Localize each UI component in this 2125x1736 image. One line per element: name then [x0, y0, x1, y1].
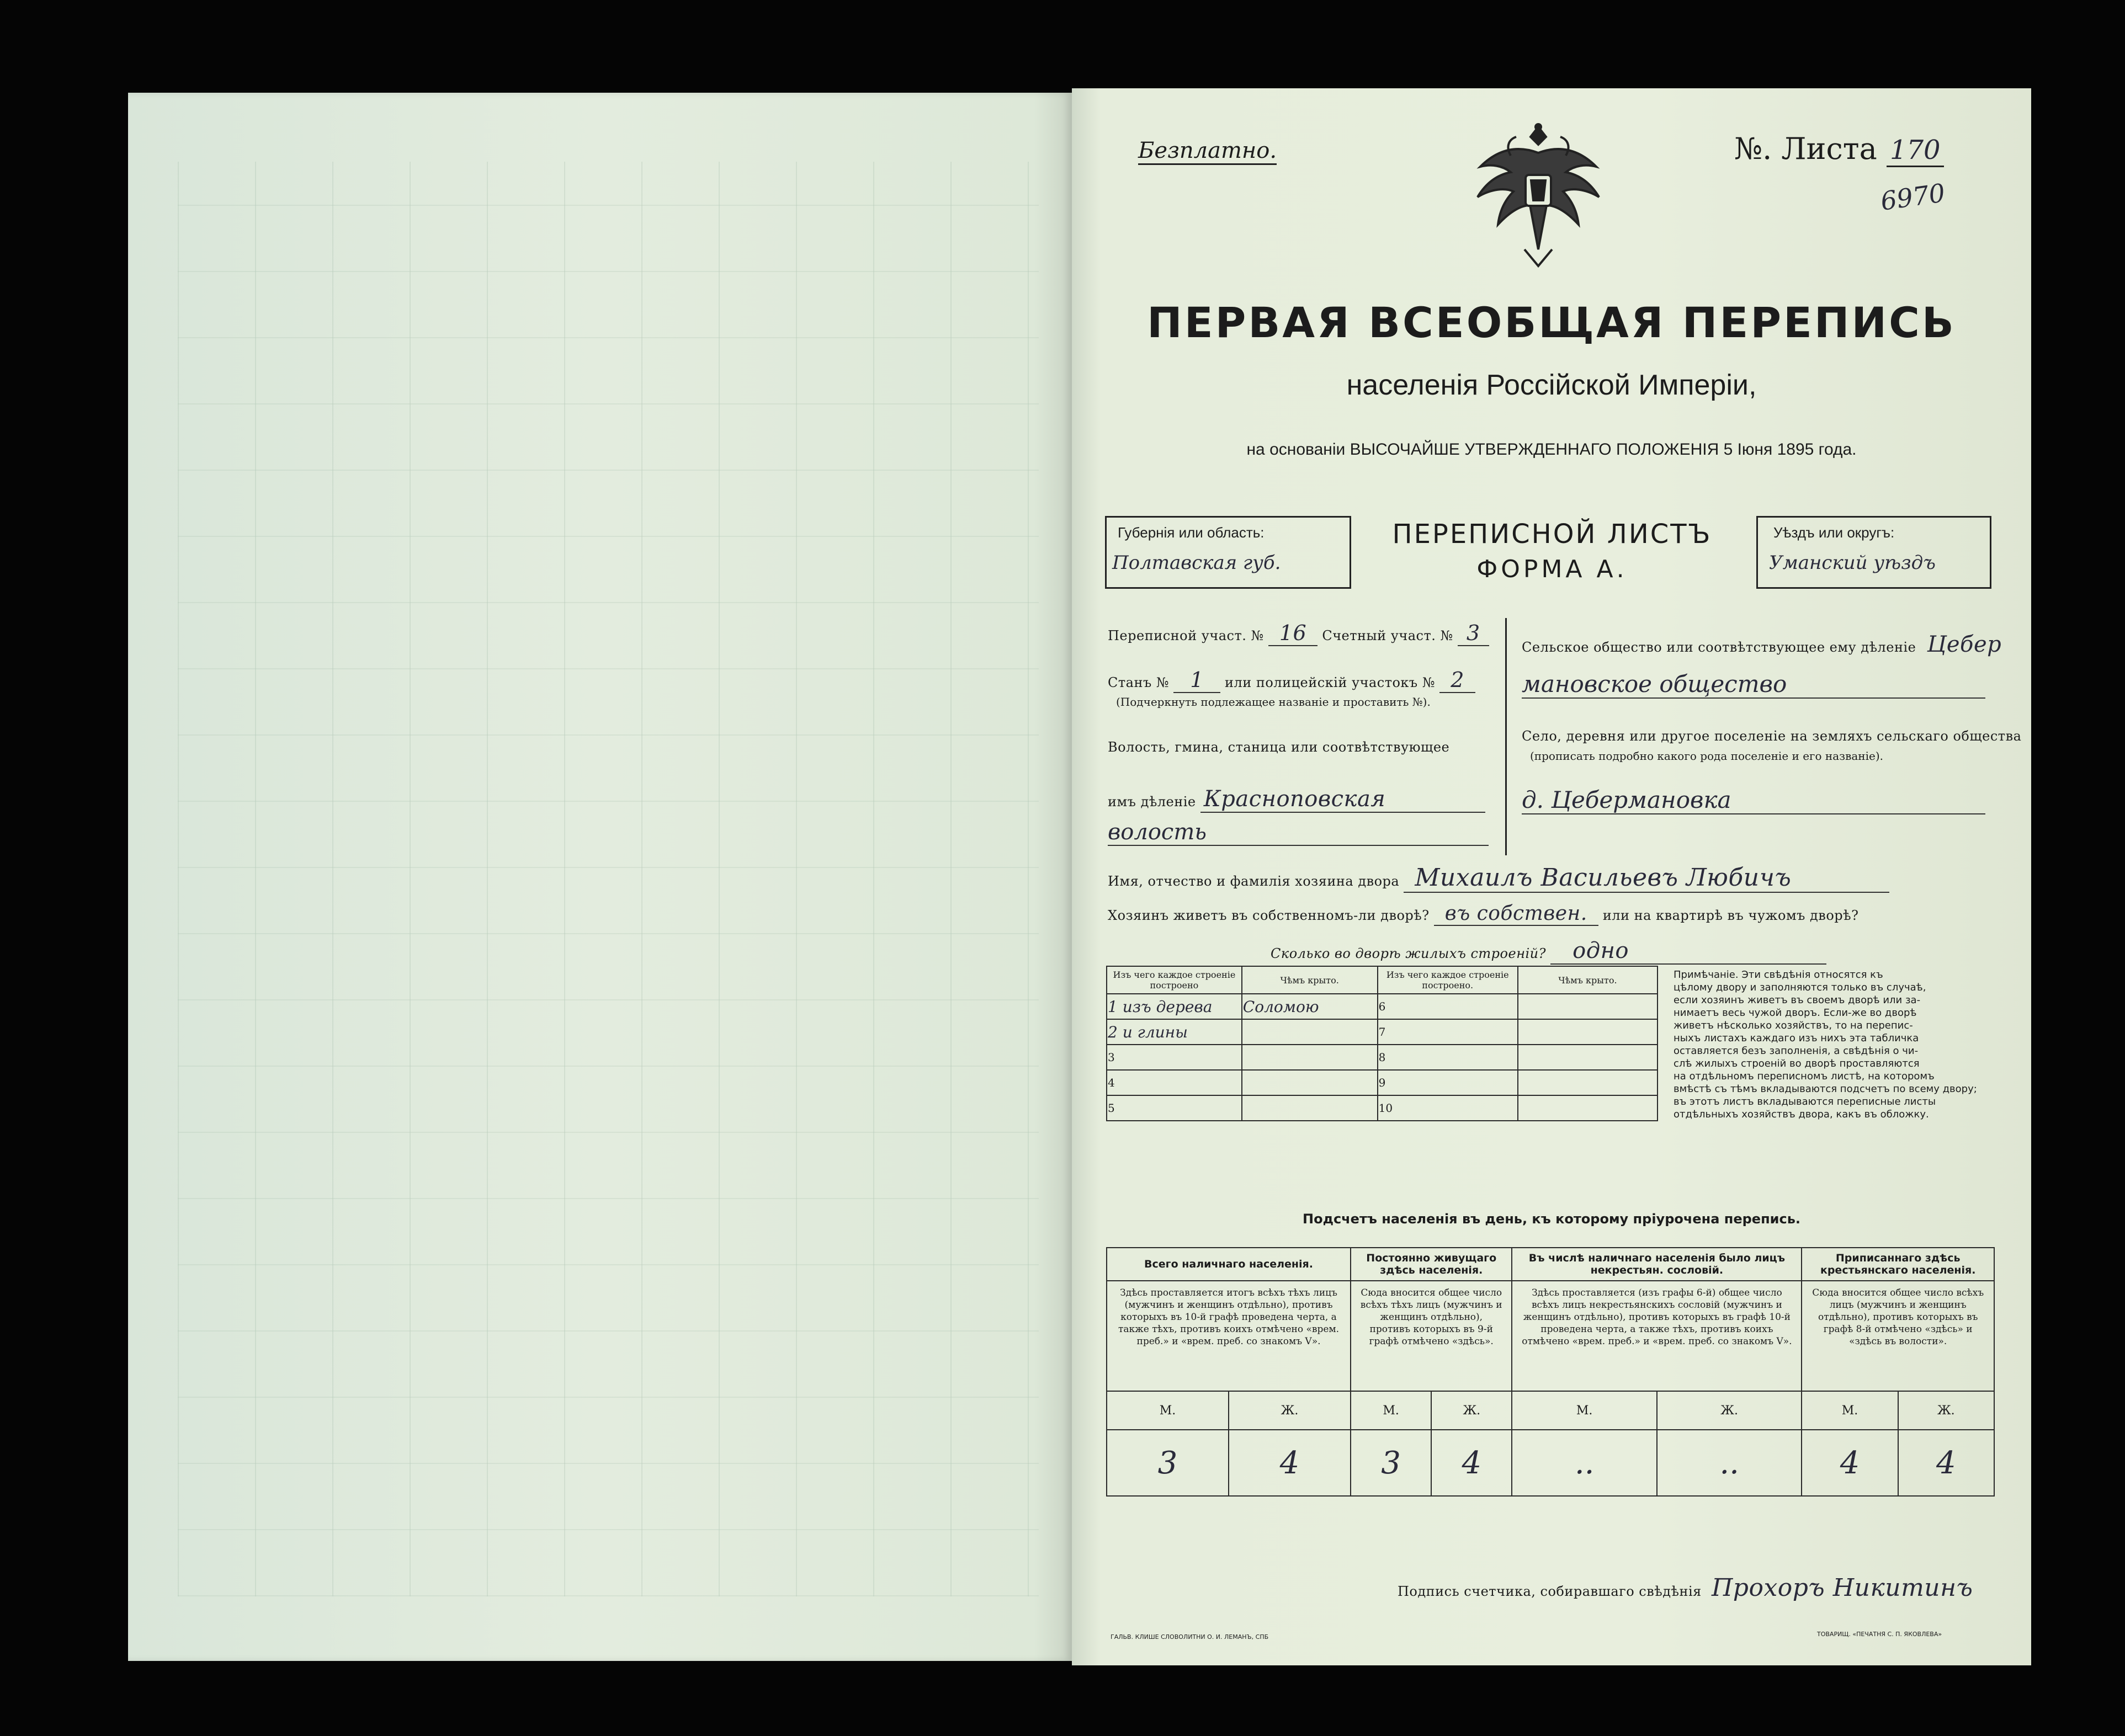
district-value: Уманский уѣздъ [1769, 552, 1936, 574]
village-note: (прописать подробно какого рода поселеніе и его названіе). [1530, 749, 1883, 763]
census-district-value: 16 [1268, 621, 1318, 646]
province-label: Губернія или область: [1118, 524, 1265, 541]
female-label: Ж. [1229, 1391, 1351, 1430]
row-num: 4 [1107, 1070, 1242, 1095]
province-box [1105, 516, 1351, 589]
row-num: 10 [1378, 1095, 1518, 1121]
female-label: Ж. [1898, 1391, 1994, 1430]
form-subtitle: ФОРМА А. [1476, 555, 1628, 583]
buildings-row [1107, 994, 1658, 1019]
row-num: 7 [1378, 1019, 1518, 1045]
district-label: Уѣздъ или округъ: [1773, 524, 1895, 541]
police-label: или полицейскій участокъ № [1225, 675, 1436, 690]
district-box [1756, 516, 1991, 589]
female-label: Ж. [1431, 1391, 1512, 1430]
row-num: 9 [1378, 1070, 1518, 1095]
population-col-desc: Здѣсь проставляется (изъ графы 6-й) общее число всѣхъ лицъ некрестьянскихъ сословій (мужчинъ и женщинъ отдѣльно), противъ которыхъ въ графѣ 10-й проведена черта, а также тѣхъ, противъ коихъ отмѣчено «врем. преб.» и «врем. преб. со знакомъ V». [1512, 1281, 1802, 1391]
census-district-label: Переписной участ. № [1108, 628, 1264, 643]
building-material: изъ дерева [1122, 997, 1213, 1016]
village-label: Село, деревня или другое поселеніе на земляхъ сельскаго общества [1522, 728, 2022, 744]
population-table [1106, 1247, 1995, 1497]
note-line: ныхъ листахъ каждаго изъ нихъ эта табличка [1674, 1032, 1919, 1044]
population-col-header: Въ числѣ наличнаго населенія было лицъ некрестьян. сословій. [1512, 1248, 1802, 1281]
buildings-row [1107, 1095, 1658, 1121]
buildings-col3-header: Изъ чего каждое строеніе построено. [1378, 966, 1518, 994]
imperial-eagle-emblem [1458, 123, 1618, 271]
male-count: 3 [1351, 1430, 1431, 1496]
male-label: М. [1107, 1391, 1229, 1430]
population-col-header: Постоянно живущаго здѣсь населенія. [1351, 1248, 1512, 1281]
basis-line: на основаніи ВЫСОЧАЙШЕ УТВЕРЖДЕННАГО ПОЛОЖЕНІЯ 5 Іюня 1895 года. [1246, 440, 1857, 459]
male-count: 3 [1107, 1430, 1229, 1496]
owner-label: Имя, отчество и фамилія хозяина двора [1108, 874, 1400, 889]
building-roof [1518, 994, 1658, 1019]
census-district-field [1108, 621, 1489, 645]
society-field [1522, 632, 2001, 657]
note-line: отдѣльныхъ хозяйствъ двора, какъ въ обложку. [1674, 1109, 1929, 1120]
buildings-col4-header: Чѣмъ крыто. [1518, 966, 1658, 994]
volost-field [1108, 786, 1485, 813]
buildings-count-label: Сколько во дворѣ жилыхъ строеній? [1271, 946, 1546, 961]
volost-value2: волость [1108, 819, 1489, 846]
male-label: М. [1351, 1391, 1431, 1430]
counting-district-label: Счетный участ. № [1322, 628, 1453, 643]
row-num: 2 [1108, 1023, 1118, 1041]
population-col-desc: Сюда вносится общее число всѣхъ лицъ (мужчинъ и женщинъ отдѣльно), противъ которыхъ въ графѣ 8-й отмѣчено «здѣсь» и «здѣсь въ волости». [1802, 1281, 1994, 1391]
bleed-through-grid [178, 162, 1039, 1596]
population-values-row [1107, 1430, 1994, 1496]
building-roof [1518, 1019, 1658, 1045]
buildings-count-value: одно [1550, 938, 1826, 965]
form-title-block [1381, 519, 1723, 583]
signature-label: Подпись счетчика, собиравшаго свѣдѣнія [1398, 1584, 1702, 1599]
sheet-number-block [1734, 131, 1944, 166]
building-roof [1518, 1095, 1658, 1121]
population-col-header: Приписаннаго здѣсь крестьянскаго населенія. [1802, 1248, 1994, 1281]
note-line: если хозяинъ живетъ въ своемъ дворѣ или за- [1674, 994, 1921, 1006]
free-label: Безплатно. [1138, 138, 1277, 165]
footer-left: ГАЛЬВ. КЛИШЕ СЛОВОЛИТНИ О. И. ЛЕМАНЪ, СПБ [1111, 1633, 1269, 1641]
village-value: д. Цебермановка [1522, 786, 1985, 814]
row-num: 8 [1378, 1045, 1518, 1070]
buildings-row [1107, 1070, 1658, 1095]
building-roof [1518, 1045, 1658, 1070]
population-col-header: Всего наличнаго населенія. [1107, 1248, 1351, 1281]
population-desc-row [1107, 1281, 1994, 1391]
volost-label2: имъ дѣленіе [1108, 794, 1196, 810]
stan-label: Станъ № [1108, 675, 1170, 690]
owner-lives-label: Хозяинъ живетъ въ собственномъ-ли дворѣ? [1108, 908, 1430, 923]
male-count: .. [1512, 1430, 1656, 1496]
province-value: Полтавская губ. [1112, 552, 1281, 574]
sheet-number-value: 170 [1887, 135, 1944, 167]
row-num: 1 [1108, 997, 1118, 1016]
form-title: ПЕРЕПИСНОЙ ЛИСТЪ [1392, 519, 1712, 550]
note-line: слѣ жилыхъ строеній во дворѣ проставляются [1674, 1058, 1920, 1069]
society-value: Цебер [1927, 632, 2002, 657]
sheet-label: №. Листа [1734, 131, 1877, 166]
signature-field [1398, 1574, 1973, 1602]
building-roof: Соломою [1242, 994, 1378, 1019]
main-title: ПЕРВАЯ ВСЕОБЩАЯ ПЕРЕПИСЬ [1147, 298, 1956, 347]
population-header-row [1107, 1248, 1994, 1281]
police-value: 2 [1439, 668, 1475, 693]
owner-lives-value: въ собствен. [1434, 902, 1598, 926]
row-num: 5 [1107, 1095, 1242, 1121]
left-page-blank [128, 93, 1072, 1661]
subtitle: населенія Россійской Имперіи, [1346, 369, 1757, 401]
female-label: Ж. [1657, 1391, 1802, 1430]
note-line: на отдѣльномъ переписномъ листѣ, на которомъ [1674, 1071, 1935, 1082]
row-num: 3 [1107, 1045, 1242, 1070]
female-count: 4 [1898, 1430, 1994, 1496]
owner-lives-field [1108, 902, 1858, 925]
owner-value: Михаилъ Васильевъ Любичъ [1404, 864, 1889, 893]
building-roof [1242, 1095, 1378, 1121]
volost-label: Волость, гмина, станица или соотвѣтствующее [1108, 739, 1450, 755]
note-line: въ этотъ листъ вкладываются переписные листы [1674, 1096, 1936, 1107]
row-num: 6 [1378, 994, 1518, 1019]
note-line: живетъ нѣсколько хозяйствъ, то на перепис- [1674, 1020, 1913, 1031]
note-line: вмѣстѣ съ тѣмъ вкладываются подсчетъ по всему двору; [1674, 1083, 1977, 1095]
buildings-count-field [1271, 938, 1826, 965]
male-label: М. [1512, 1391, 1656, 1430]
note-line: цѣлому двору и заполняются только въ случаѣ, [1674, 982, 1926, 993]
buildings-table [1106, 966, 1658, 1121]
owner-lives-label2: или на квартирѣ въ чужомъ дворѣ? [1602, 908, 1859, 923]
buildings-col1-header: Изъ чего каждое строеніе построено [1107, 966, 1242, 994]
volost-value: Красноповская [1200, 786, 1485, 813]
archive-number: 6970 [1878, 178, 1947, 216]
note-line: оставляется безъ заполненія, а свѣдѣнія о чи- [1674, 1045, 1919, 1057]
note-line: Примѣчаніе. Эти свѣдѣнія относятся къ [1674, 969, 1883, 981]
signature-value: Прохоръ Никитинъ [1711, 1574, 1973, 1602]
male-label: М. [1802, 1391, 1898, 1430]
female-count: 4 [1229, 1430, 1351, 1496]
building-roof [1242, 1019, 1378, 1045]
owner-field [1108, 864, 1889, 893]
male-count: 4 [1802, 1430, 1898, 1496]
note-line: нимаетъ весь чужой дворъ. Если-же во дворѣ [1674, 1007, 1917, 1019]
building-roof [1242, 1045, 1378, 1070]
population-sex-row [1107, 1391, 1994, 1430]
stan-value: 1 [1173, 668, 1220, 693]
buildings-col2-header: Чѣмъ крыто. [1242, 966, 1378, 994]
stan-field [1108, 668, 1475, 692]
counting-district-value: 3 [1458, 621, 1489, 646]
society-label: Сельское общество или соотвѣтствующее ему дѣленіе [1522, 640, 1916, 655]
field-column-divider [1505, 618, 1507, 855]
female-count: .. [1657, 1430, 1802, 1496]
underline-note: (Подчеркнуть подлежащее названіе и проставить №). [1116, 695, 1431, 709]
society-value2: мановское общество [1522, 670, 1985, 699]
population-title: Подсчетъ населенія въ день, къ которому пріурочена перепись. [1303, 1211, 1800, 1227]
population-col-desc: Здѣсь проставляется итогъ всѣхъ тѣхъ лицъ (мужчинъ и женщинъ отдѣльно), противъ которыхъ въ 10-й графѣ проведена черта, а также тѣхъ, противъ коихъ отмѣчено «врем. преб.» и «врем. преб. со знакомъ V». [1107, 1281, 1351, 1391]
building-roof [1518, 1070, 1658, 1095]
buildings-row [1107, 1045, 1658, 1070]
census-form-page [1072, 88, 2031, 1665]
footer-right: ТОВАРИЩ. «ПЕЧАТНЯ С. П. ЯКОВЛЕВА» [1817, 1631, 1942, 1638]
buildings-row [1107, 1019, 1658, 1045]
population-col-desc: Сюда вносится общее число всѣхъ тѣхъ лицъ (мужчинъ и женщинъ отдѣльно), противъ которыхъ въ 9-й графѣ отмѣчено «здѣсь». [1351, 1281, 1512, 1391]
building-roof [1242, 1070, 1378, 1095]
female-count: 4 [1431, 1430, 1512, 1496]
building-material: и глины [1122, 1023, 1188, 1041]
table-note [1674, 968, 2005, 1121]
